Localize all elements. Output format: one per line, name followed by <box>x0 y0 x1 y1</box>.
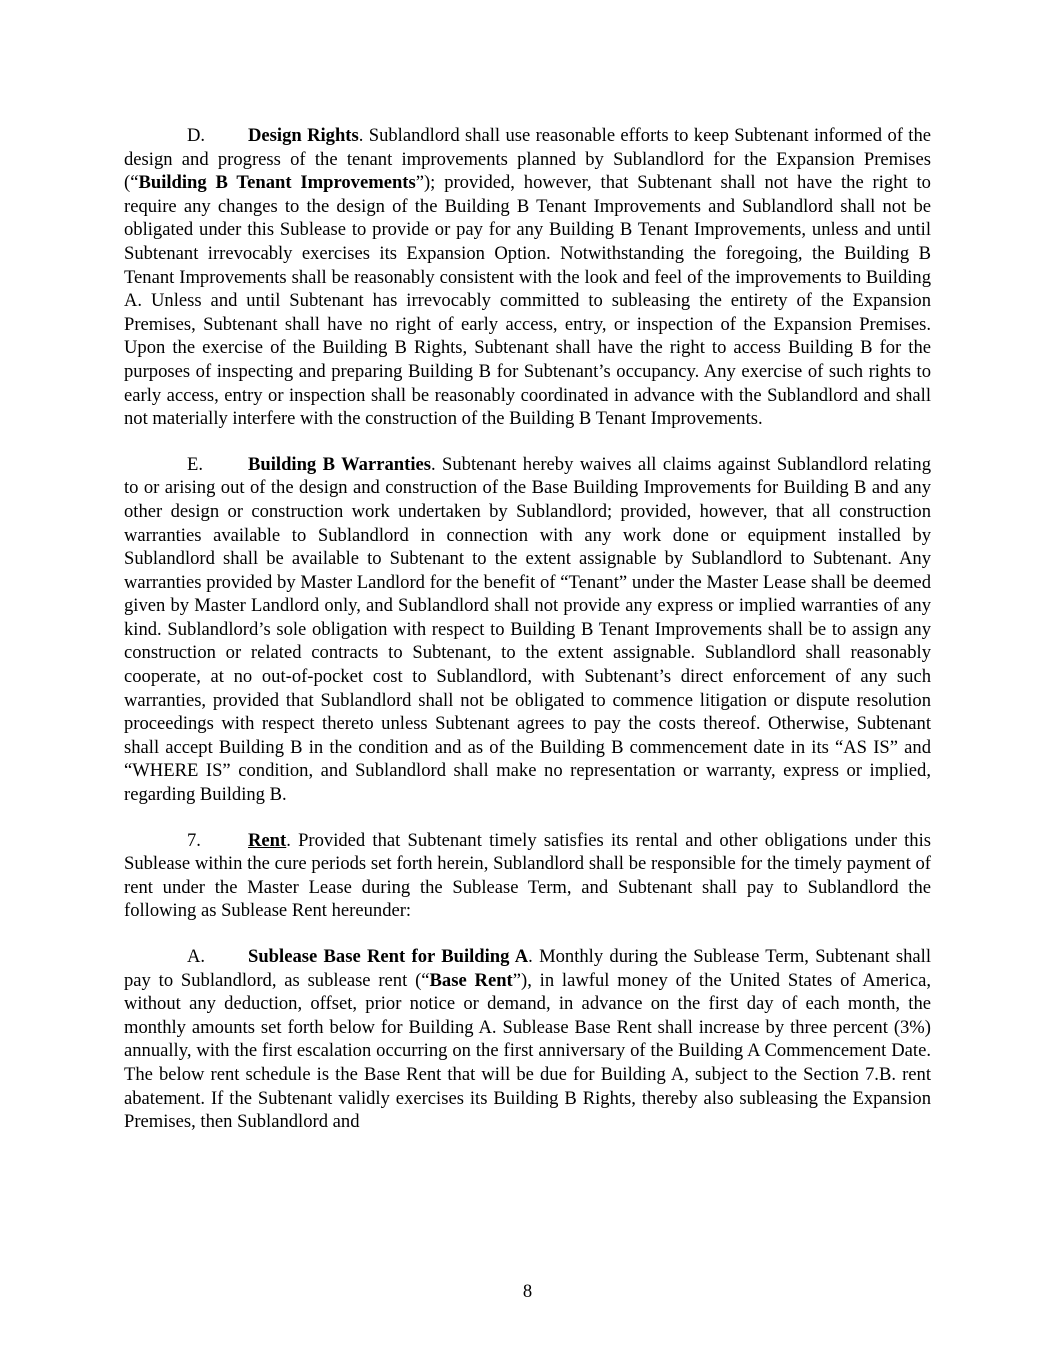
section-d-heading: Design Rights <box>248 125 359 146</box>
section-e-text-1: . Subtenant hereby waives all claims against Sublandlord relating to or arising out of the design and construction of the Base Building Improvements for Building B and any other design or construction work undertaken by Sublandlord; provided, however, that all construction warranties available to Sublandlord in connection with any work done or equipment installed by Sublandlord shall be available to Subtenant to the extent assignable by Sublandlord to Subtenant. Any warranties provided by Master Landlord for the benefit of “Tenant” under the Master Lease shall be deemed given by Master Landlord only, and Sublandlord shall not provide any express or implied warranties of any kind. Sublandlord’s sole obligation with respect to Building B Tenant Improvements shall be to assign any construction or related contracts to Subtenant, to the extent assignable. Sublandlord shall reasonably cooperate, at no out-of-pocket cost to Sublandlord, with Subtenant’s direct enforcement of any such warranties, provided that Sublandlord shall not be obligated to commence litigation or dispute resolution proceedings with respect thereto unless Subtenant agrees to pay the costs thereof. Otherwise, Subtenant shall accept Building B in the condition and as of the Building B commencement date in its “AS IS” and “WHERE IS” condition, and Sublandlord shall make no representation or warranty, express or implied, regarding Building B. <box>124 453 931 806</box>
section-e-heading: Building B Warranties <box>248 453 431 475</box>
section-d-design-rights <box>124 124 931 431</box>
section-7-heading: Rent <box>248 829 287 851</box>
section-d-label: D. <box>187 125 206 146</box>
section-d-defined-term: Building B Tenant Improvements <box>138 172 416 194</box>
section-a-sublease-base-rent <box>124 945 931 1134</box>
section-a-text-1: . Monthly during the Sublease Term, Subtenant shall pay to Sublandlord, as sublease rent (“ <box>124 946 931 991</box>
section-d-text-1: . Sublandlord shall use reasonable efforts to keep Subtenant informed of the design and progress of the tenant improvements planned by Sublandlord for the Expansion Premises (“ <box>124 125 931 194</box>
section-7-text-1: . Provided that Subtenant timely satisfies its rental and other obligations under this Sublease within the cure periods set forth herein, Sublandlord shall be responsible for the timely payment of rent under the Master Lease during the Sublease Term, and Subtenant shall pay to Sublandlord the following as Sublease Rent hereunder: <box>124 829 931 922</box>
section-e-building-b-warranties <box>124 453 931 807</box>
section-a-heading: Sublease Base Rent for Building A <box>248 946 529 967</box>
section-a-defined-term: Base Rent <box>429 969 513 991</box>
document-body <box>124 124 931 1156</box>
page-number: 8 <box>522 1281 533 1302</box>
section-7-rent <box>124 829 931 923</box>
section-a-label: A. <box>187 946 206 967</box>
section-7-label: 7. <box>187 829 201 851</box>
section-e-label: E. <box>187 453 204 475</box>
section-a-text-2: ”), in lawful money of the United States of America, without any deduction, offset, prior notice or demand, in advance on the first day of each month, the monthly amounts set forth below for Building A. Sublease Base Rent shall increase by three percent (3%) annually, with the first escalation occurring on the first anniversary of the Building A Commencement Date. The below rent schedule is the Base Rent that will be due for Building A, subject to the Section 7.B. rent abatement. If the Subtenant validly exercises its Building B Rights, thereby also subleasing the Expansion Premises, then Sublandlord and <box>124 969 932 1133</box>
section-d-text-2: ”); provided, however, that Subtenant shall not have the right to require any changes to the design of the Building B Tenant Improvements and Sublandlord shall not be obligated under this Sublease to provide or pay for any Building B Tenant Improvements, unless and until Subtenant irrevocably exercises its Expansion Option. Notwithstanding the foregoing, the Building B Tenant Improvements shall be reasonably consistent with the look and feel of the improvements to Building A. Unless and until Subtenant has irrevocably committed to subleasing the entirety of the Expansion Premises, Subtenant shall have no right of early access, entry, or inspection of the Expansion Premises. Upon the exercise of the Building B Rights, Subtenant shall have the right to access Building B for the purposes of inspecting and preparing Building B for Subtenant’s occupancy. Any exercise of such rights to early access, entry or inspection shall be reasonably coordinated in advance with the Sublandlord and shall not materially interfere with the construction of the Building B Tenant Improvements. <box>124 172 931 430</box>
